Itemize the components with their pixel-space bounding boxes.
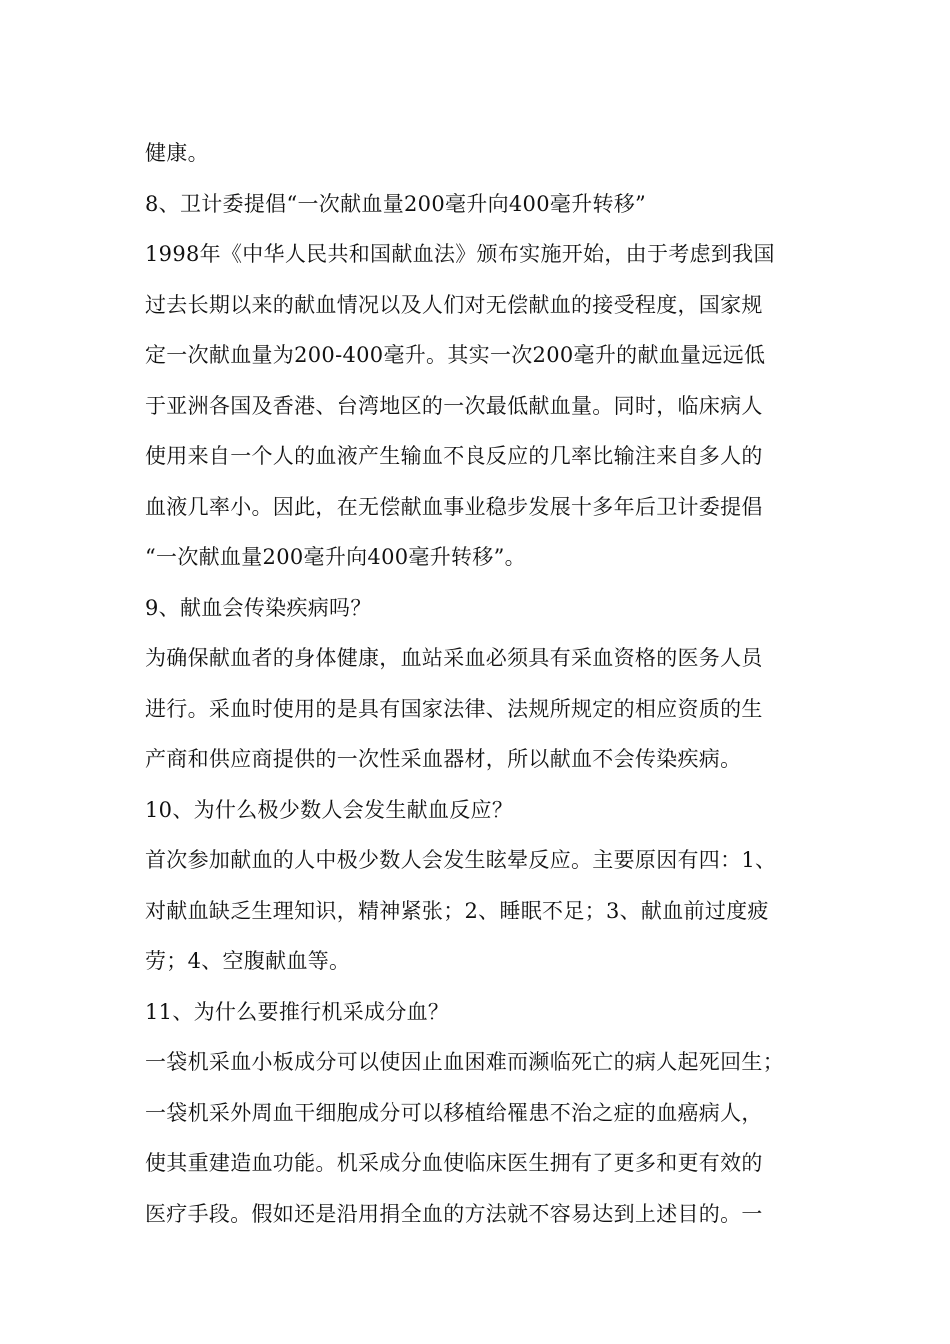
text-line: 进行。采血时使用的是具有国家法律、法规所规定的相应资质的生: [145, 696, 763, 721]
text-line: 一袋机采外周血干细胞成分可以移植给罹患不治之症的血癌病人，: [145, 1100, 763, 1125]
text-line: 健康。: [145, 141, 209, 165]
text-line: 劳；4、空腹献血等。: [145, 949, 351, 973]
document-body: [145, 128, 805, 1239]
text-line: 定一次献血量为200-400毫升。其实一次200毫升的献血量远远低: [145, 343, 766, 367]
text-line: “一次献血量200毫升向400毫升转移”。: [145, 545, 526, 569]
text-line: 使其重建造血功能。机采成分血使临床医生拥有了更多和更有效的: [145, 1151, 763, 1175]
section-heading-11: 11、为什么要推行机采成分血？: [145, 999, 450, 1024]
text-line: 使用来自一个人的血液产生输血不良反应的几率比输注来自多人的: [145, 444, 763, 468]
section-heading-8: 8、卫计委提倡“一次献血量200毫升向400毫升转移”: [145, 191, 647, 216]
text-line: 对献血缺乏生理知识，精神紧张；2、睡眠不足；3、献血前过度疲: [145, 898, 769, 923]
text-line: 血液几率小。因此，在无偿献血事业稳步发展十多年后卫计委提倡: [145, 494, 763, 519]
text-line: 于亚洲各国及香港、台湾地区的一次最低献血量。同时，临床病人: [145, 393, 763, 418]
section-heading-10: 10、为什么极少数人会发生献血反应？: [145, 797, 514, 822]
text-line: 首次参加献血的人中极少数人会发生眩晕反应。主要原因有四：1、: [145, 848, 777, 872]
text-line: 医疗手段。假如还是沿用捐全血的方法就不容易达到上述目的。一: [145, 1201, 763, 1226]
text-line: 产商和供应商提供的一次性采血器材，所以献血不会传染疾病。: [145, 747, 742, 771]
text-line: 1998年《中华人民共和国献血法》颁布实施开始，由于考虑到我国: [145, 242, 775, 266]
text-line: 过去长期以来的献血情况以及人们对无偿献血的接受程度，国家规: [145, 292, 763, 317]
text-line: 为确保献血者的身体健康，血站采血必须具有采血资格的医务人员: [145, 646, 763, 670]
text-line: 一袋机采血小板成分可以使因止血困难而濒临死亡的病人起死回生；: [145, 1050, 784, 1074]
section-heading-9: 9、献血会传染疾病吗？: [145, 595, 372, 620]
